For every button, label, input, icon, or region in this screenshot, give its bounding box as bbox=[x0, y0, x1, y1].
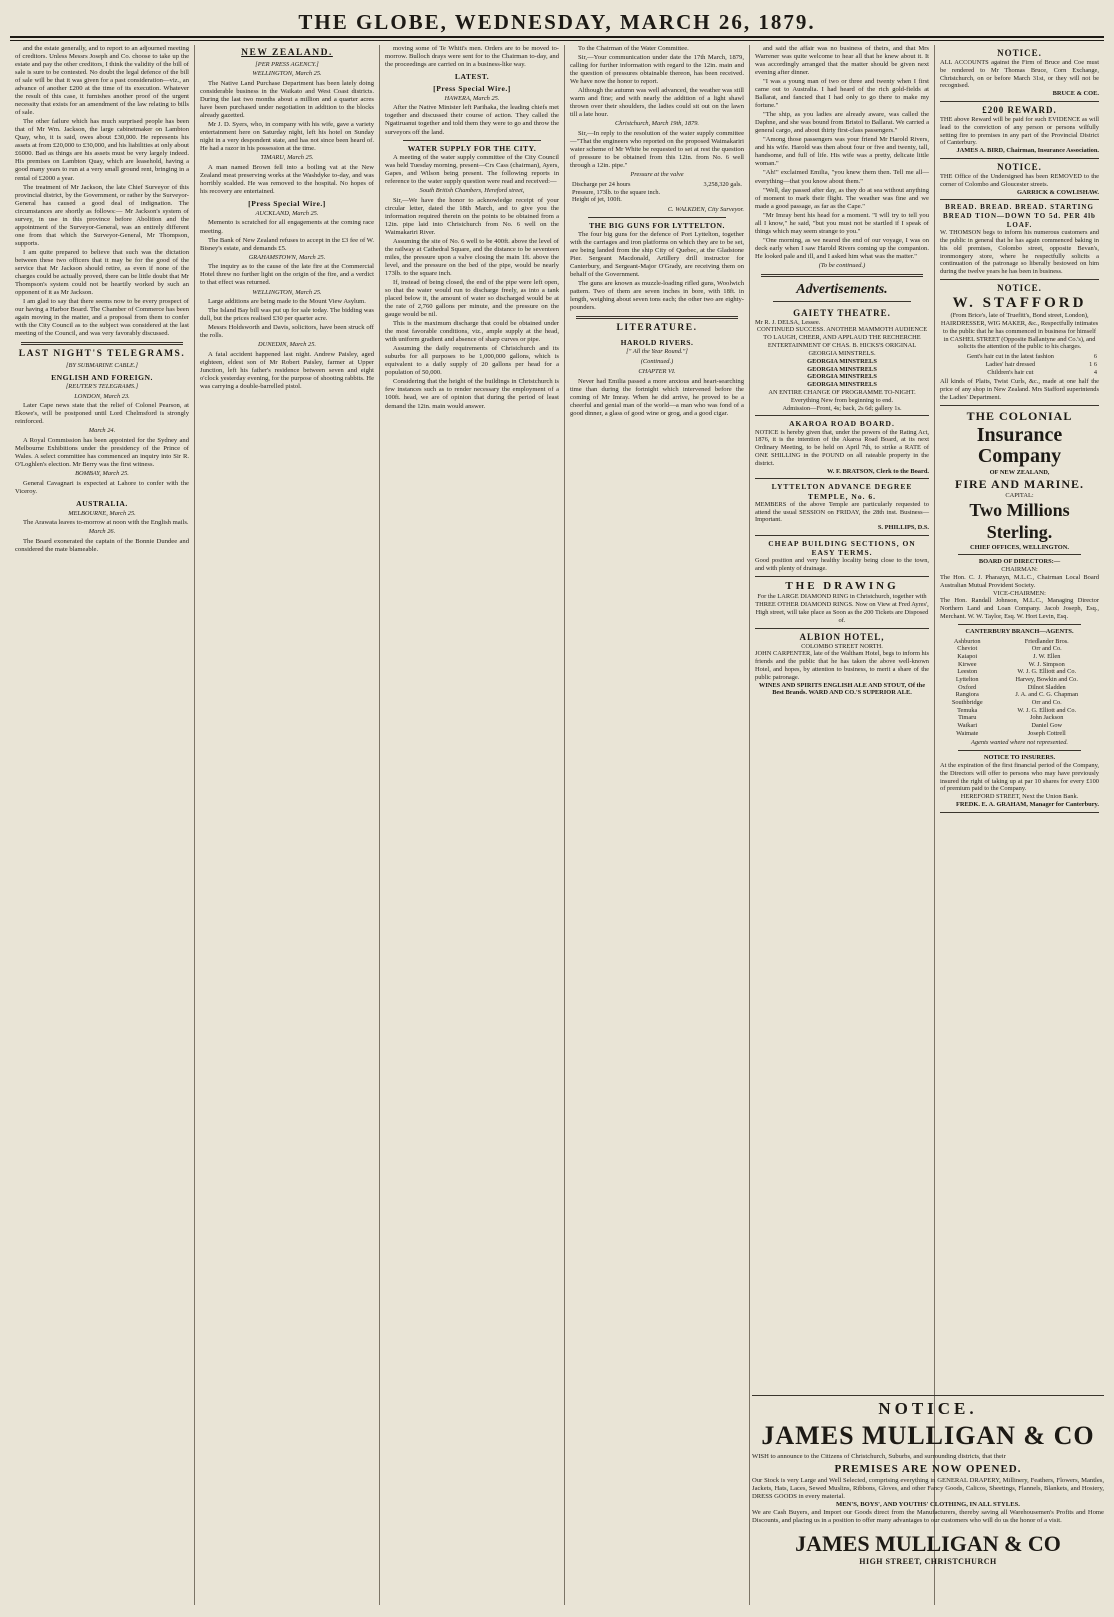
table-row: Gent's hair cut in the latest fashion 6 bbox=[966, 353, 1097, 361]
ad-body: MEMBERS of the above Temple are particularly requested to attend the usual SESSION on FRIDAY, the 28th inst. Business—Important. bbox=[755, 500, 929, 524]
table-row: Children's hair cut 4 bbox=[987, 368, 1097, 376]
masthead: THE GLOBE, WEDNESDAY, MARCH 26, 1879. bbox=[10, 8, 1104, 38]
chief-offices: CHIEF OFFICES, WELLINGTON. bbox=[970, 543, 1069, 551]
ad-body: THE Office of the Undersigned has been REMOVED to the corner of Colombo and Gloucester streets. bbox=[940, 173, 1099, 188]
column-3 bbox=[380, 45, 565, 1605]
table-row: Pressure, 173lb. to the square inch. bbox=[572, 188, 661, 196]
ad-body: WISH to announce to the Citizens of Christchurch, Suburbs, and surrounding districts, that their bbox=[752, 1453, 1006, 1460]
ad-body: W. THOMSON begs to inform his numerous customers and the public in general that he has again commenced baking in his old premises, Colombo street, opposite Bevan's, ironmongery store, where he respectfully solicits a continuation of the patronage so liberally bestowed on him during the twelve years he has been in business. bbox=[940, 229, 1099, 276]
ad-name: W. STAFFORD bbox=[952, 294, 1087, 311]
ad-notice-bruce-coe bbox=[940, 45, 1099, 102]
ad-title: ALBION HOTEL, bbox=[799, 631, 885, 642]
section-heading-telegrams: LAST NIGHT'S TELEGRAMS. bbox=[18, 349, 186, 360]
dateline: March 26. bbox=[88, 528, 116, 536]
article-paragraph: and said the affair was no business of theirs, and that Mrs Warrener was quite welcome to hear all that he knew about it. It was accordingly arranged that the matter should be given next evening after dinner. bbox=[755, 45, 929, 77]
insurers-body: At the expiration of the first financial period of the Company, the Directors will offer to persons who may have previously insured the right of taking up at par 10 shares for every £100 of premium paid to the Company. bbox=[940, 761, 1099, 793]
ad-notice: NOTICE. bbox=[878, 1399, 978, 1418]
ad-body: For the LARGE DIAMOND RING in Christchurch, together with THREE OTHER DIAMOND RINGS. Now on View at Fred Ayres', High street, will take place as Soon as the 200 Tickets are Disposed of. bbox=[755, 593, 929, 624]
ad-title: THE DRAWING bbox=[785, 579, 899, 592]
ad-akaroa-road-board bbox=[755, 416, 929, 479]
columns bbox=[10, 45, 1104, 1605]
masthead-rule bbox=[10, 38, 1104, 41]
ad-body: ALL ACCOUNTS against the Firm of Bruce and Coe must be rendered to Mr Thomas Bruce, Corn Exchange, Christchurch, on or before March 31st, or they will not be recognised. bbox=[940, 58, 1099, 90]
divider bbox=[576, 316, 738, 319]
ad-title: NOTICE. bbox=[997, 282, 1042, 293]
ad-gaiety-theatre bbox=[755, 305, 929, 417]
article-paragraph: "One morning, as we neared the end of our voyage, I was on deck early when I saw Harold Rivers coming up the companion. He looked pale and ill, and I asked him what was the matter." bbox=[755, 236, 929, 260]
article-paragraph: The Island Bay bill was put up for sale today. The bidding was dull, but the prices realised £30 per quarter acre. bbox=[200, 307, 374, 323]
dateline: AUCKLAND, March 25. bbox=[255, 209, 319, 217]
table-row: Lyttelton Harvey, Bowkin and Co. bbox=[955, 675, 1078, 683]
dateline: BOMBAY, March 25. bbox=[75, 470, 129, 478]
article-paragraph: Memento is scratched for all engagements at the coming race meeting. bbox=[200, 219, 374, 235]
telegram-text: The Board exonerated the captain of the Bonnie Dundee and considered the mate blameable. bbox=[15, 538, 189, 554]
divider bbox=[958, 750, 1081, 751]
ad-body: NOTICE is hereby given that, under the powers of the Rating Act, 1876, it is the intention of the Akaroa Road Board, at its next Ordinary Meeting, to be held on April 7th, to strike a RATE of ONE SHILLING in the POUND on all rateable property in the district. bbox=[755, 428, 929, 467]
article-paragraph: To the Chairman of the Water Committee. bbox=[578, 45, 689, 52]
pressure-table bbox=[570, 181, 744, 204]
ad-line: GEORGIA MINSTRELS bbox=[807, 373, 877, 381]
ad-lessee: Mr R. J. DELSA, Lessee. bbox=[755, 318, 821, 326]
article-paragraph: The Bank of New Zealand refuses to accept in the £3 fee of W. Bisney's estate, and demands £5. bbox=[200, 236, 374, 252]
vice-label: VICE-CHAIRMEN: bbox=[993, 589, 1046, 597]
divider bbox=[21, 342, 183, 345]
article-paragraph: I am quite prepared to believe that such was the dictation between these two officers that it may be for the good of the service that Mr Jackson should retire, as even if none of the charges could be actually proved, there can be little doubt that Mr Thompson's system could not be heartily worked by such an opponent of it as Mr Jackson. bbox=[15, 248, 189, 296]
dateline: WELLINGTON, March 25. bbox=[252, 70, 322, 78]
section-heading-latest: LATEST. bbox=[454, 72, 490, 82]
story-title: HAROLD RIVERS. bbox=[620, 338, 694, 348]
divider bbox=[958, 624, 1081, 625]
chapter-heading: CHAPTER VI. bbox=[638, 367, 676, 375]
dateline: March 24. bbox=[88, 427, 116, 435]
agents-title: CANTERBURY BRANCH—AGENTS. bbox=[965, 627, 1074, 635]
company-prefix: THE COLONIAL bbox=[966, 408, 1073, 423]
telegram-text: Later Cape news state that the relief of Colonel Pearson, at Ekowe's, will be postponed until Lord Chelmsford is strongly reinforced. bbox=[15, 402, 189, 426]
ad-body: (From Brice's, late of Truefitt's, Bond street, London), HAIRDRESSER, WIG MAKER, &c., Respectfully intimates to the public that he has commenced in business for himself in CASHEL STREET (Opposite Ballantyne and Co.'s), and solicits the attention of the public to his charges. bbox=[940, 312, 1099, 351]
ad-title: CHEAP BUILDING SECTIONS, ON EASY TERMS. bbox=[768, 538, 916, 558]
ad-body: THE above Reward will be paid for such EVIDENCE as will lead to the conviction of any person or persons wilfully setting fire to premises in any part of the Provincial District of Canterbury. bbox=[940, 116, 1099, 147]
table-row: Discharge per 24 hours 3,258,320 gals. bbox=[572, 181, 742, 189]
article-paragraph: Messrs Holdsworth and Davis, solicitors, have been struck off the rolls. bbox=[200, 324, 374, 340]
article-paragraph: The Native Land Purchase Department has been lately doing considerable business in the Waikato and West Coast districts. During the last two months about a million and a quarter acres have been purchased under negotiation in addition to the blocks already gazetted. bbox=[200, 80, 374, 120]
agents-table bbox=[940, 638, 1099, 738]
ad-opened: PREMISES ARE NOW OPENED. bbox=[834, 1463, 1022, 1476]
article-paragraph: A meeting of the water supply committee of the City Council was held Tuesday morning, present—Crs Cass (chairman), Ayers, Gapes, and Wilson being present. The following reports in reference to the water supply question were read and received:— bbox=[385, 153, 559, 185]
board-title: BOARD OF DIRECTORS:— bbox=[978, 558, 1061, 566]
article-paragraph: Assuming the daily requirements of Christchurch and its suburbs for all purposes to be 1,000,000 gallons, which is equivalent to a daily supply of 20 gallons per head for a population of 50,000. bbox=[385, 345, 559, 377]
ad-notice-removed bbox=[940, 159, 1099, 200]
article-paragraph: If, instead of being closed, the end of the pipe were left open, so that the water would run to discharge freely, as into a tank placed below it, the amount of water so discharged would be at the rate of 2,760 gallons per minute, and the pressure on the gauge would be nil. bbox=[385, 279, 559, 319]
ad-footer: WINES AND SPIRITS ENGLISH ALE AND STOUT, Of the Best Brands. WARD AND CO.'S SUPERIOR ALE. bbox=[758, 681, 926, 697]
article-paragraph: Sir,—We have the honor to acknowledge receipt of your circular letter, dated the 18th March, and to give you the information required therein on the points to be obtained from a 12in. pipe laid into Christchurch from No. 6 well on the Waimakariri River. bbox=[385, 196, 559, 236]
story-continued: (Continued.) bbox=[640, 358, 674, 366]
ad-reward bbox=[940, 102, 1099, 159]
advertisements-heading: Advertisements. bbox=[796, 281, 888, 297]
section-heading-special-wire: [Press Special Wire.] bbox=[433, 84, 511, 94]
section-subheading: [BY SUBMARINE CABLE.] bbox=[66, 361, 138, 369]
ad-title: NOTICE. bbox=[997, 162, 1042, 173]
table-row: Height of jet, 100ft. bbox=[572, 196, 622, 204]
insurers-title: NOTICE TO INSURERS. bbox=[983, 754, 1056, 762]
vice-text: The Hon. Randall Johnson, M.L.C., Managing Director Northern Land and Loan Company. Jacob Joseph, Esq., Merchant. W. W. Taylor, Esq. W. Hort Levin, Esq. bbox=[940, 597, 1099, 620]
section-heading-water-supply: WATER SUPPLY FOR THE CITY. bbox=[407, 143, 537, 153]
article-paragraph: The four big guns for the defence of Port Lyttelton, together with the carriages and iron platforms on which they are to be set, are being landed from the ship City of Quebec, at the Gladstone Pier. Sergeant Macdonald, Artillery drill instructor for Canterbury, and Sergeant-Major O'Grady, are receiving them on behalf of the Government. bbox=[570, 231, 744, 279]
ad-clothing: MEN'S, BOYS', AND YOUTHS' CLOTHING, IN ALL STYLES. bbox=[836, 1501, 1020, 1509]
letter-date: Christchurch, March 19th, 1879. bbox=[614, 120, 700, 128]
ad-title: AKAROA ROAD BOARD. bbox=[789, 419, 895, 429]
ad-body: Our Stock is very Large and Well Selected, comprising everything in GENERAL DRAPERY, Millinery, Feathers, Flowers, Mantles, Jackets, Hats, Laces, Sewed Muslins, Ribbons, Gloves, and other Fancy Goods, Calicos, Sheetings, Flannels, Blankets, and Hosiery, DRESS GOODS in every material. bbox=[752, 1477, 1104, 1501]
ad-company-name: JAMES MULLIGAN & CO bbox=[761, 1421, 1095, 1450]
ad-title: NOTICE. bbox=[997, 48, 1042, 58]
article-paragraph: "Ah!" exclaimed Emilia, "you knew them then. Tell me all—everything—that you know about them." bbox=[755, 169, 929, 185]
article-paragraph: "The ship, as you ladies are already aware, was called the Daphne, and she was bound from Bristol to Ballarat. We carried a general cargo, and about thirty first-class passengers." bbox=[755, 111, 929, 135]
ad-signature: JAMES A. BIRD, Chairman, Insurance Association. bbox=[956, 147, 1099, 155]
dateline: LONDON, March 23. bbox=[74, 392, 130, 400]
telegram-text: General Cavagnari is expected at Lahore to confer with the Viceroy. bbox=[15, 480, 189, 496]
table-row: Temuka W. J. G. Elliott and Co. bbox=[957, 706, 1077, 714]
article-paragraph: and the estate generally, and to report to an adjourned meeting of creditors. Unless Messrs Joseph and Co. choose to take up the estate and pay the other creditors, I think the validity of the bill of sale is sure to be contested. No doubt the legal defence of the bill of sale will be that it was given for a past consideration—viz., an advance of another £200 at the time of its execution. Whatever the result of this case, it furnishes another proof of the urgent necessity that exists for an amendment of the law relating to bills of sale. bbox=[15, 45, 189, 117]
column-1 bbox=[10, 45, 195, 1605]
dateline: TIMARU, March 25. bbox=[260, 154, 314, 162]
section-heading-australia: AUSTRALIA. bbox=[76, 499, 128, 509]
ad-title: LYTTELTON ADVANCE DEGREE TEMPLE, No. 6. bbox=[771, 482, 913, 501]
article-paragraph: "I was a young man of two or three and twenty when I first came out to Australia. I had heard of the rich gold-fields at Ballarat, and fancied that I had only to go there to make my fortune." bbox=[755, 78, 929, 110]
capital-amount: Two Millions Sterling. bbox=[969, 499, 1070, 542]
article-paragraph: This is the maximum discharge that could be obtained under the most favorable conditions, viz., ample supply at the head, with uniform gradient and absence of sharp curves or pipe. bbox=[385, 320, 559, 344]
ad-albion-hotel bbox=[755, 629, 929, 701]
table-row: Waikari Daniel Gow bbox=[957, 722, 1063, 730]
ad-signature: S. PHILLIPS, D.S. bbox=[877, 524, 929, 532]
ad-prices: Admission—Front, 4s; back, 2s 6d; gallery 1s. bbox=[782, 404, 902, 412]
column-6 bbox=[935, 45, 1104, 1605]
ad-company-name-footer: JAMES MULLIGAN & CO bbox=[795, 1531, 1061, 1557]
company-of: OF NEW ZEALAND, bbox=[989, 469, 1050, 477]
ad-line: GEORGIA MINSTRELS bbox=[807, 357, 877, 365]
ad-address: HIGH STREET, CHRISTCHURCH bbox=[859, 1557, 997, 1567]
divider bbox=[588, 217, 726, 218]
ad-signature: GARRICK & COWLISHAW. bbox=[1017, 188, 1099, 196]
divider bbox=[403, 140, 541, 141]
section-heading-special-wire: [Press Special Wire.] bbox=[248, 199, 326, 209]
signature: C. WALKDEN, City Surveyor. bbox=[667, 206, 744, 214]
table-row: Ladies' hair dressed 1 6 bbox=[985, 360, 1097, 368]
ad-body: AN ENTIRE CHANGE OF PROGRAMME TO-NIGHT. Everything New from beginning to end. bbox=[768, 388, 916, 404]
ad-line: GEORGIA MINSTRELS bbox=[807, 381, 877, 389]
source-note: [PER PRESS AGENCY.] bbox=[255, 60, 319, 68]
telegram-text: A Royal Commission has been appointed for the Sydney and Melbourne Exhibitions under the presidency of the Prince of Wales. A select committee has commenced an inquiry into Sir R. O'Loghlen's election. Mr Berry was the first witness. bbox=[15, 437, 189, 469]
section-heading-english: ENGLISH AND FOREIGN. bbox=[51, 372, 153, 382]
table-row: Rangiora J. A. and C. G. Chapman bbox=[955, 691, 1079, 699]
divider bbox=[761, 274, 923, 277]
ad-body: We are Cash Buyers, and Import our Goods direct from the Manufacturers, thereby saving all Warehousemen's Profits and Home Discounts, and placing us in a position to offer many advantages to our customers who will do us the honor of a visit. bbox=[752, 1509, 1104, 1525]
agents-note: Agents wanted where not represented. bbox=[970, 739, 1069, 747]
section-heading-big-guns: THE BIG GUNS FOR LYTTELTON. bbox=[589, 220, 725, 230]
article-paragraph: Although the autumn was well advanced, the weather was still warm and fine; and with nearly the addition of a light shawl thrown over their shoulders, the ladies could sit out on the lawn till a late hour. bbox=[570, 87, 744, 119]
table-row: Leeston W. J. G. Elliott and Co. bbox=[957, 668, 1077, 676]
article-paragraph: The inquiry as to the cause of the late fire at the Commercial Hotel threw no further light on the origin of the fire, and a verdict to that effect was returned. bbox=[200, 263, 374, 287]
article-paragraph: Sir,—Your communication under date the 17th March, 1879, calling for further information with regard to the 12in. main and the question of pressures obtainable thereon, has been received. We have now the honor to report. bbox=[570, 54, 744, 86]
ad-title: £200 REWARD. bbox=[982, 105, 1057, 116]
article-paragraph: The other failure which has much surprised people has been that of Mr Wm. Jackson, the large cabinetmaker on Lambton Quay, who, it is said, owes about £30,000. He represents his assets at from £20,000 to £30,000, and his liabilities at only about £6000. Bad as things are his assets must be very largely indeed. His premises on Lambton Quay, which are leasehold, having a good many years to run at a very small ground rent, bringing in a rental of £2000 a year. bbox=[15, 118, 189, 182]
article-paragraph: The guns are known as muzzle-loading rifled guns, Woolwich pattern. Two of them are seven inches in bore, with 18ft. in length, weighing about seven tons each; the other two are eighty-pounders. bbox=[570, 280, 744, 312]
table-row: Kirwee W. J. Simpson bbox=[957, 660, 1065, 668]
article-paragraph: Considering that the height of the buildings in Christchurch is few instances such as to render necessary the employment of a 100ft. head, we are of opinion that during the period of least demand the 12in. main would answer. bbox=[385, 378, 559, 410]
article-paragraph: "Mr Imray bent his head for a moment. "I will try to tell you all I know," he said, "but you must not be startled if I speak of things which may seem strange to you." bbox=[755, 211, 929, 235]
table-row: Timaru John Jackson bbox=[958, 714, 1064, 722]
column-5 bbox=[750, 45, 935, 1605]
dateline: WELLINGTON, March 25. bbox=[252, 288, 322, 296]
article-paragraph: Assuming the site of No. 6 well to be 400ft. above the level of the railway at Cathedral Square, and the distance to be seventeen miles, the pressure upon a valve closing the main 1ft. above the level, and the pressure on the bed of the pipe, would be nearly 173lb. to the square inch. bbox=[385, 237, 559, 277]
ad-footer: All kinds of Plaits, Twist Curls, &c., made at one half the price of any shop in New Zealand. Mrs Stafford superintends the Ladies' Department. bbox=[940, 378, 1099, 401]
column-4 bbox=[565, 45, 750, 1605]
divider bbox=[773, 301, 911, 302]
article-paragraph: Sir,—In reply to the resolution of the water supply committee—"That the engineers who reported on the proposed Waimakariri water scheme of Mr White be requested to set at rest the question of pressure to be obtained from this 12in. from No. 6 well through a 12in. pipe." bbox=[570, 130, 744, 170]
capital-label: CAPITAL: bbox=[1005, 491, 1034, 499]
ad-title: GAIETY THEATRE. bbox=[793, 307, 891, 318]
insurers-signature: FREDK. E. A. GRAHAM, Manager for Canterbury. bbox=[955, 801, 1099, 809]
article-paragraph: After the Native Minister left Parihaka, the leading chiefs met together and discussed their course of action. They called the Ngatiruanui together and told them they were to go and throw the surveyors off the land. bbox=[385, 104, 559, 136]
letter-address: South British Chambers, Hereford street, bbox=[419, 186, 525, 194]
dateline: GRAHAMSTOWN, March 25. bbox=[248, 253, 326, 261]
company-name: Insurance Company bbox=[976, 424, 1063, 468]
ad-signature: W. F. BRATSON, Clerk to the Board. bbox=[826, 467, 929, 475]
divider bbox=[958, 554, 1081, 555]
ad-james-mulligan bbox=[752, 1395, 1104, 1566]
dateline: HAWERA, March 25. bbox=[444, 94, 500, 102]
ad-diamond-drawing bbox=[755, 577, 929, 629]
dateline: MELBOURNE, March 25. bbox=[68, 509, 136, 517]
article-paragraph: Large additions are being made to the Mount View Asylum. bbox=[208, 298, 366, 306]
article-paragraph: "Among those passengers was your friend Mr Harold Rivers, and his wife. Harold was then about four or five and twenty, tall, handsome, and full of life. His wife was a pretty, delicate little woman." bbox=[755, 136, 929, 168]
article-paragraph: A man named Brown fell into a boiling vat at the New Zealand meat preserving works at the Washdyke to-day, and was horribly scalded. He was removed to the hospital. No hopes of his recovery are entertained. bbox=[200, 164, 374, 196]
chairman-text: The Hon. C. J. Pharazyn, M.L.C., Chairman Local Board Australian Mutual Provident Society. bbox=[940, 573, 1099, 589]
ad-building-sections bbox=[755, 536, 929, 577]
story-source: [" All the Year Round."] bbox=[626, 348, 688, 356]
ad-bread bbox=[940, 200, 1099, 279]
ad-subtitle: COLOMBO STREET NORTH. bbox=[801, 642, 883, 650]
chairman-label: CHAIRMAN: bbox=[1001, 566, 1038, 574]
article-paragraph: moving some of Te Whiti's men. Orders are to be moved to-morrow. Bulloch drays were sent for to the Chairman to-day, and the proceedings are carried on in a business-like way. bbox=[385, 45, 559, 69]
ad-body: Good position and very healthy locality being close to the town, and with plenty of drainage. bbox=[755, 557, 929, 573]
table-row: Cheviot Orr and Co. bbox=[957, 645, 1062, 653]
telegram-text: The Arawata leaves to-morrow at noon with the English mails. bbox=[23, 519, 189, 527]
table-row: Waimate Joseph Cottrell bbox=[956, 729, 1066, 737]
table-row: Oxford Dilnot Sladden bbox=[958, 683, 1066, 691]
dateline: DUNEDIN, March 25. bbox=[258, 341, 316, 349]
article-paragraph: The treatment of Mr Jackson, the late Chief Surveyor of this provincial district, by the Government, or rather by the Surveyor-General has caused a good deal of indignation. The circumstances are shortly as follows:— Mr Jackson's system of survey, in use in this province before Abolition and the appointment of the Surveyor-General, was an entirely different one from that which the Surveyor-General, Mr Thompson, supports. bbox=[15, 183, 189, 247]
ad-lyttelton-temple bbox=[755, 479, 929, 536]
price-table bbox=[940, 353, 1099, 376]
table-title: Pressure at the valve bbox=[630, 171, 684, 179]
ad-title: BREAD. BREAD. BREAD. STARTING BREAD TION—DOWN TO 5d. PER 4lb LOAF. bbox=[943, 203, 1096, 229]
table-row: Southbridge Orr and Co. bbox=[951, 699, 1062, 706]
article-paragraph: Mr J. D. Syers, who, in company with his wife, gave a variety entertainment here on Saturday night, left his hotel on Sunday night in a very despondent state, and has not since been heard of. He had a razor in his possession at the time. bbox=[200, 121, 374, 153]
column-2 bbox=[195, 45, 380, 1605]
company-fire-marine: FIRE AND MARINE. bbox=[954, 477, 1084, 492]
ad-body: JOHN CARPENTER, late of the Waltham Hotel, begs to inform his friends and the public that he has taken the above well-known Hotel, and hopes, by attention to business, to merit a share of the public patronage. bbox=[755, 650, 929, 681]
insurers-address: HEREFORD STREET, Next the Union Bank. bbox=[960, 793, 1079, 801]
ad-signature: BRUCE & COE. bbox=[1052, 90, 1099, 98]
source-note: [REUTER'S TELEGRAMS.] bbox=[65, 382, 139, 390]
section-heading-literature: LITERATURE. bbox=[616, 323, 698, 334]
article-paragraph: Never had Emilia passed a more anxious and heart-searching time than during the fortnight which intervened before the coming of Mr Imray. When he did arrive, he proved to be a cheerful and genial man of the world—a man who was fond of a good dinner, a glass of good wine or grog, and a good cigar. bbox=[570, 377, 744, 417]
table-row: Ashburton Friedlander Bros. bbox=[953, 637, 1069, 645]
story-continued: (To be continued.) bbox=[818, 261, 866, 269]
section-heading-new-zealand: NEW ZEALAND. bbox=[241, 48, 333, 58]
divider bbox=[752, 1395, 1104, 1396]
ad-line: GEORGIA MINSTRELS bbox=[807, 365, 877, 373]
article-paragraph: A fatal accident happened last night. Andrew Paisley, aged eighteen, eldest son of Mr Robert Paisley, farmer at Upper Junction, left his father's residence between seven and eight o'clock yesterday evening, for the purpose of shooting rabbits. He was carrying a double-barrelled pistol. bbox=[200, 351, 374, 391]
table-row: Kaiapoi J. W. Ellen bbox=[957, 652, 1061, 660]
ad-colonial-insurance bbox=[940, 406, 1099, 813]
article-paragraph: "Well, day passed after day, as they do at sea without anything of moment to mark their flight. The weather was fine and we made a good passage, as far as the Cape." bbox=[755, 186, 929, 210]
article-paragraph: I am glad to say that there seems now to be every prospect of our having a Harbor Board. The Chamber of Commerce has been again moving in the matter, and a proposal from them to confer with the City Council as to the subject was considered at the last meeting of the Council, and was very favorably discussed. bbox=[15, 297, 189, 338]
ad-body: CONTINUED SUCCESS. ANOTHER MAMMOTH AUDIENCE TO LAUGH, CHEER, AND APPLAUD THE RECHERCHE ENTERTAINMENT OF CHAS. B. HICKS'S ORIGINAL GEORGIA MINSTRELS. bbox=[756, 326, 928, 357]
ad-stafford bbox=[940, 280, 1099, 406]
